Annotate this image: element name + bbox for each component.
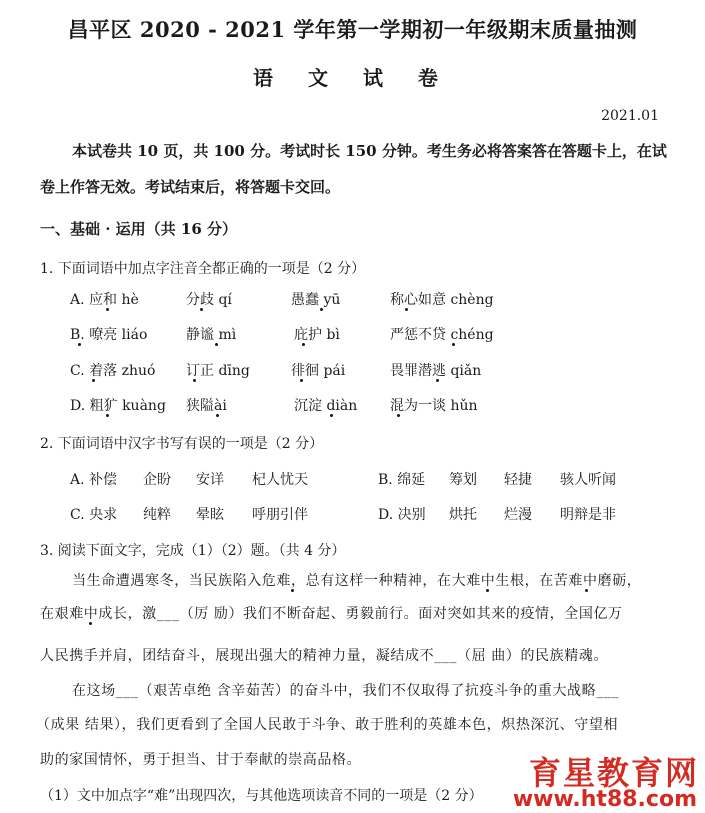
q2-option-d-word-3: 烂漫 xyxy=(504,507,532,523)
passage-line: 在艰难中成长，激___（厉 励）我们不断奋起、勇毅前行。面对突如其来的疫情，全国亿万 xyxy=(40,606,623,622)
emphasis-dot xyxy=(216,414,219,417)
emphasis-dot xyxy=(92,379,95,382)
emphasis-dot xyxy=(320,308,323,311)
q2-option-c-word-1: C. 央求 xyxy=(70,507,118,523)
exam-title: 昌平区 2020 - 2021 学年第一学期初一年级期末质量抽测 xyxy=(67,17,638,42)
instructions-line-2: 卷上作答无效。考试结束后，将答题卡交回。 xyxy=(40,178,341,196)
q2-option-b-word-3: 轻捷 xyxy=(504,472,532,488)
exam-date: 2021.01 xyxy=(601,108,659,124)
emphasis-dot xyxy=(291,589,294,592)
q1-option-d-item-3: 沉淀 diàn xyxy=(294,398,358,414)
q1-option-d-item-2: 狭隘ài xyxy=(186,398,227,414)
watermark-url: www.ht88.com xyxy=(512,787,697,812)
q1-option-a-item-4: 称心如意 chèng xyxy=(390,292,494,308)
emphasis-dot xyxy=(405,308,408,311)
q1-option-a-item-3: 愚蠢 yū xyxy=(291,292,341,308)
emphasis-dot xyxy=(78,343,81,346)
emphasis-dot xyxy=(89,622,92,625)
q1-option-d-item-1: D. 粗犷 kuàng xyxy=(70,398,166,414)
q1-option-c-item-4: 畏罪潜逃 qiǎn xyxy=(390,363,482,379)
section-heading: 一、基础 · 运用（共 16 分） xyxy=(40,220,237,238)
q1-option-c-item-3: 徘徊 pái xyxy=(291,363,346,379)
question-1-stem: 1. 下面词语中加点字注音全都正确的一项是（2 分） xyxy=(40,261,366,277)
question-3-stem: 3. 阅读下面文字，完成（1）（2）题。（共 4 分） xyxy=(40,543,346,559)
passage-line: 当生命遭遇寒冬，当民族陷入危难，总有这样一种精神，在大难中生根，在苦难中磨砺， xyxy=(72,573,642,589)
emphasis-dot xyxy=(397,414,400,417)
emphasis-dot xyxy=(436,379,439,382)
q2-option-d-word-2: 烘托 xyxy=(449,507,477,523)
emphasis-dot xyxy=(193,379,196,382)
emphasis-dot xyxy=(200,308,203,311)
question-2-stem: 2. 下面词语中汉字书写有误的一项是（2 分） xyxy=(40,436,324,452)
sub-question-1: （1）文中加点字“难”出现四次，与其他选项读音不同的一项是（2 分） xyxy=(40,788,483,804)
emphasis-dot xyxy=(486,589,489,592)
emphasis-dot xyxy=(585,589,588,592)
q2-option-d-word-1: D. 决别 xyxy=(378,507,426,523)
q1-option-c-item-2: 订正 dīng xyxy=(186,363,250,379)
watermark-brand: 育星教育网 xyxy=(528,754,699,792)
q1-option-d-item-4: 混为一谈 hǔn xyxy=(390,398,478,414)
emphasis-dot xyxy=(302,343,305,346)
q2-option-a-word-2: 企盼 xyxy=(143,472,171,488)
q2-option-b-word-4: 骇人听闻 xyxy=(560,472,616,488)
q1-option-b-item-3: 庇护 bì xyxy=(294,327,340,343)
q1-option-a-item-1: A. 应和 hè xyxy=(70,292,139,308)
q1-option-b-item-1: B. 嘹亮 liáo xyxy=(70,327,148,343)
passage-line: 人民携手并肩，团结奋斗，展现出强大的精神力量，凝结成不___（屈 曲）的民族精魂。 xyxy=(40,648,609,664)
emphasis-dot xyxy=(330,414,333,417)
q2-option-c-word-3: 晕眩 xyxy=(196,507,224,523)
passage-line: 在这场___（艰苦卓绝 含辛茹苦）的奋斗中，我们不仅取得了抗疫斗争的重大战略___ xyxy=(72,683,620,699)
q1-option-b-item-2: 静谧 mì xyxy=(186,327,237,343)
passage-line: 助的家国情怀，勇于担当、甘于奉献的崇高品格。 xyxy=(40,752,362,768)
q2-option-a-word-1: A. 补偿 xyxy=(70,472,118,488)
q1-option-b-item-4: 严惩不贷 chéng xyxy=(390,327,494,343)
q2-option-d-word-4: 明辩是非 xyxy=(560,507,616,523)
q2-option-b-word-2: 筹划 xyxy=(449,472,477,488)
q1-option-c-item-1: C. 着落 zhuó xyxy=(70,363,156,379)
emphasis-dot xyxy=(300,379,303,382)
emphasis-dot xyxy=(106,308,109,311)
emphasis-dot xyxy=(452,343,455,346)
instructions-line-1: 本试卷共 10 页，共 100 分。考试时长 150 分钟。考生务必将答案答在答题卡上，在试 xyxy=(72,142,667,160)
q2-option-b-word-1: B. 绵延 xyxy=(378,472,426,488)
emphasis-dot xyxy=(106,414,109,417)
q1-option-a-item-2: 分歧 qí xyxy=(186,292,232,308)
q2-option-a-word-4: 杞人忧天 xyxy=(252,472,308,488)
q2-option-c-word-4: 呼朋引伴 xyxy=(252,507,308,523)
q2-option-c-word-2: 纯粹 xyxy=(143,507,171,523)
q2-option-a-word-3: 安详 xyxy=(196,472,224,488)
exam-subtitle: 语 文 试 卷 xyxy=(253,66,452,90)
emphasis-dot xyxy=(215,343,218,346)
passage-line: （成果 结果），我们更看到了全国人民敢于斗争、敢于胜利的英雄本色，炽热深沉、守望相 xyxy=(36,717,619,733)
